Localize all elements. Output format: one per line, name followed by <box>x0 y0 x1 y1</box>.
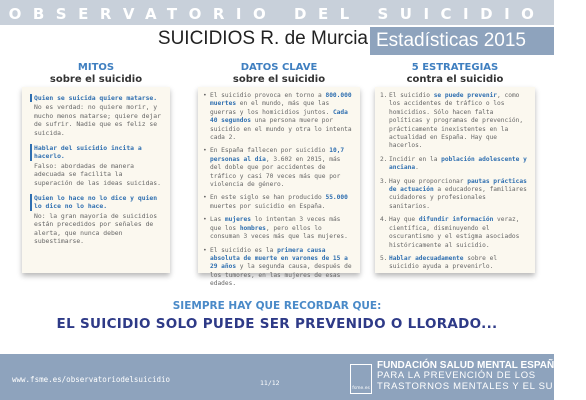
estrategias-heading <box>375 62 535 86</box>
dato-item: • Las mujeres lo intentan 3 veces más que los hombres, pero ellos lo consuman 3 veces más que las mujeres. <box>203 216 348 241</box>
mito-question: Quien lo hace no lo dice y quien lo dice no lo hace. <box>30 194 164 211</box>
organization-subtitle-line1: PARA LA PREVENCIÓN DE LOS <box>377 370 536 381</box>
mitos-card <box>22 87 170 273</box>
estrategias-heading-line2: contra el suicidio <box>406 74 504 85</box>
estrategia-item: 4. Hay que difundir información veraz, científica, disminuyendo el oscurantismo y el estigma asociados históricamente al suicidio. <box>380 216 520 249</box>
observatorio-banner: OBSERVATORIO DEL SUICIDIO <box>8 5 546 23</box>
mito-question: Quien se suicida quiere matarse. <box>30 94 164 102</box>
mito-question: Hablar del suicidio incita a hacerlo. <box>30 144 164 161</box>
dato-item: • En este siglo se han producido 55.000 muertes por suicidio en España. <box>203 194 348 210</box>
estrategia-item: 2. Incidir en la población adolescente y anciana. <box>380 155 527 172</box>
page-title: SUICIDIOS R. de Murcia <box>157 28 368 49</box>
datos-list <box>203 92 355 289</box>
mitos-heading <box>22 62 170 86</box>
remember-heading: SIEMPRE HAY QUE RECORDAR QUE: <box>172 300 382 312</box>
footer <box>0 354 586 400</box>
dato-item: • El suicidio es la primera causa absoluta de muerte en varones de 15 a 29 años y la segunda causa, después de los tumores, en las mujeres de esas edades. <box>203 246 352 288</box>
organization-subtitle-line2: TRASTORNOS MENTALES Y EL SUICIDIO <box>377 380 586 392</box>
logo-text: fsme.es <box>352 386 370 391</box>
mitos-heading-line2: sobre el suicidio <box>49 74 143 85</box>
organization-name: FUNDACIÓN SALUD MENTAL ESPAÑA <box>377 360 562 371</box>
mito-answer: No es verdad: no quiere morir, y mucho menos matarse; quiere dejar de sufrir. Nadie que es feliz se suicida. <box>34 103 161 137</box>
estrategias-list <box>380 92 530 272</box>
dato-item: • El suicidio provoca en torno a 800.000 muertes en el mundo, más que las guerras y los homicidios juntos. Cada 40 segundos una persona muere por suicidio en el mundo y otra lo intenta cada 2. <box>203 92 352 142</box>
mitos-heading-line1: MITOS <box>77 62 115 73</box>
slogan: EL SUICIDIO SOLO PUEDE SER PREVENIDO O LLORADO... <box>56 316 498 332</box>
mito-answer: Falso: abordadas de manera adecuada se facilita la superación de las ideas suicidas. <box>34 161 161 187</box>
fsme-logo <box>350 364 372 394</box>
page-number: 11/12 <box>260 379 280 387</box>
estrategias-heading-line1: 5 ESTRATEGIAS <box>411 62 499 73</box>
stats-badge <box>370 27 554 55</box>
organization-subtitle <box>377 371 586 392</box>
estrategia-item: 5. Hablar adecuadamente sobre el suicidio ayuda a prevenirlo. <box>380 254 498 271</box>
estrategia-item: 1. El suicidio se puede prevenir, como los accidentes de tráfico o los homicidios. Sólo hacen falta políticas y programas de prevención, prácticamente inexistentes en la actualidad en España. Hay que hacerlos. <box>380 92 524 150</box>
dato-item: • En España fallecen por suicidio 10,7 personas al día, 3.602 en 2015, más del doble que por accidentes de tráfico y casi 70 veces más que por violencia de género. <box>203 147 345 189</box>
datos-card <box>198 87 360 288</box>
stats-label: Estadísticas 2015 <box>376 30 526 51</box>
datos-heading-line2: sobre el suicidio <box>232 74 326 85</box>
mito-answer: No: la gran mayoría de suicidios están precedidos por señales de alerta, que nunca deben subestimarse. <box>34 211 158 246</box>
datos-heading-line1: DATOS CLAVE <box>240 62 318 73</box>
datos-heading <box>198 62 360 86</box>
estrategia-item: 3. Hay que proporcionar pautas prácticas de actuación a educadores, familiares cuidadores y profesionales sanitarios. <box>380 177 527 210</box>
website-link[interactable]: www.fsme.es/observatoriodelsuicidio <box>12 375 171 384</box>
estrategias-card <box>375 87 535 273</box>
top-band <box>0 0 554 25</box>
